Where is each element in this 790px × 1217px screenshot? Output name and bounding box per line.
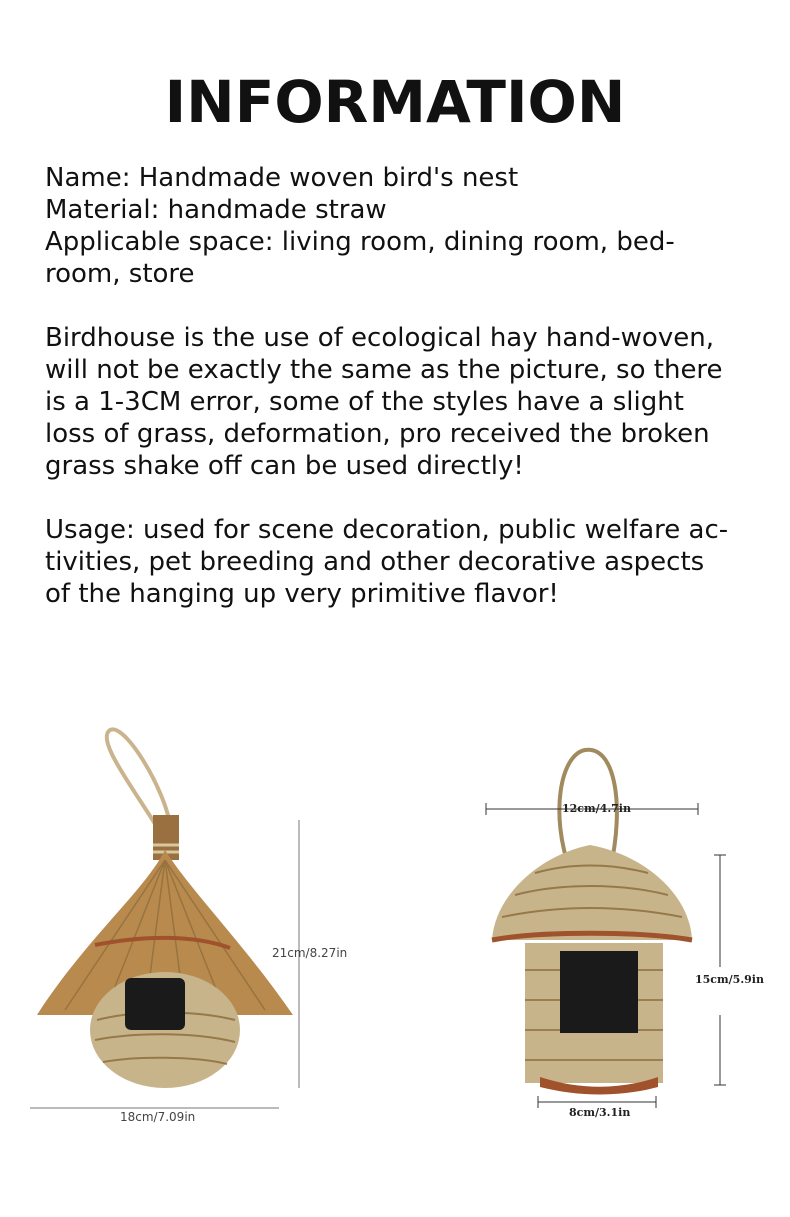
- description-block: [45, 322, 765, 482]
- spec-name: Name: Handmade woven bird's nest: [45, 163, 519, 193]
- spec-space-cont: room, store: [45, 259, 195, 289]
- left-nest-image: [25, 720, 365, 1140]
- description-line: loss of grass, deformation, pro received the broken: [45, 419, 710, 449]
- usage-line: of the hanging up very primitive flavor!: [45, 579, 559, 609]
- spec-space: Applicable space: living room, dining room, bed-: [45, 227, 675, 257]
- page-title: INFORMATION: [164, 68, 626, 136]
- description-line: grass shake off can be used directly!: [45, 451, 524, 481]
- right-height-label: 15cm/5.9in: [695, 973, 764, 986]
- usage-line: tivities, pet breeding and other decorative aspects: [45, 547, 705, 577]
- usage-line: Usage: used for scene decoration, public welfare ac-: [45, 515, 729, 545]
- spec-material: Material: handmade straw: [45, 195, 387, 225]
- spec-block: [45, 162, 765, 290]
- right-base-width-label: 8cm/3.1in: [569, 1106, 631, 1119]
- left-height-label: 21cm/8.27in: [272, 946, 348, 960]
- usage-block: [45, 514, 765, 610]
- description-line: is a 1-3CM error, some of the styles have a slight: [45, 387, 684, 417]
- right-top-width-label: 12cm/4.7in: [562, 802, 631, 815]
- description-line: Birdhouse is the use of ecological hay hand-woven,: [45, 323, 714, 353]
- description-line: will not be exactly the same as the picture, so there: [45, 355, 723, 385]
- left-width-label: 18cm/7.09in: [120, 1110, 196, 1124]
